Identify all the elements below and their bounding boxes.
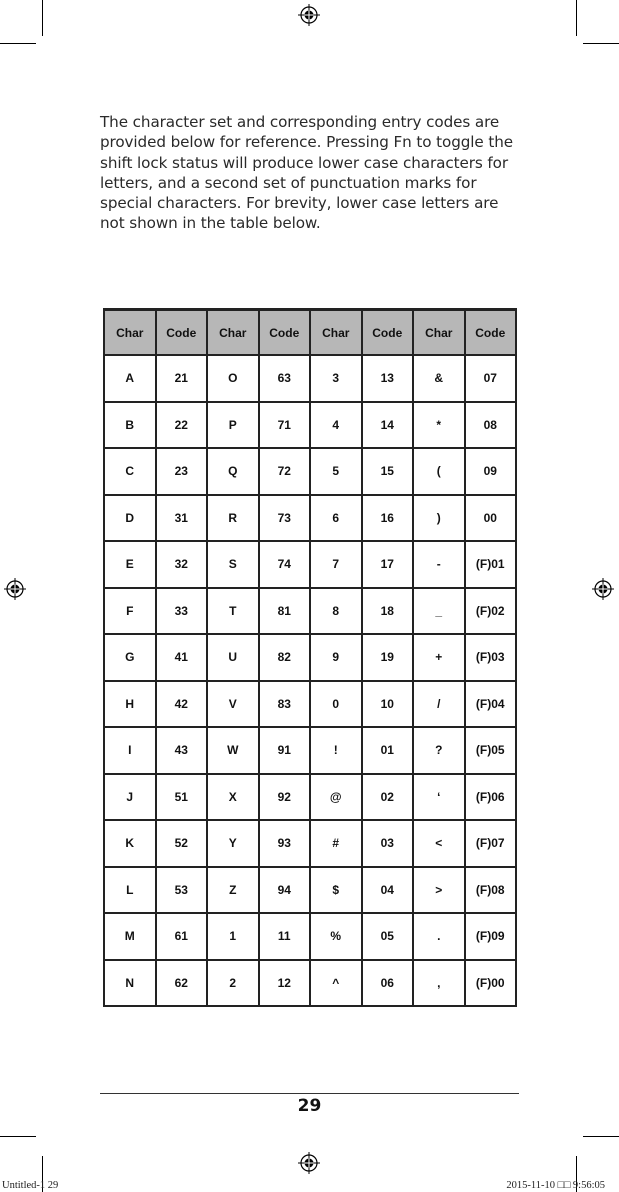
code-cell: 32 — [156, 541, 208, 588]
column-header: Code — [362, 310, 414, 356]
char-cell: J — [104, 774, 156, 821]
print-slug-left: Untitled-1 29 — [2, 1180, 59, 1191]
char-cell: L — [104, 867, 156, 914]
char-cell: / — [413, 681, 465, 728]
char-cell: ? — [413, 727, 465, 774]
code-cell: 03 — [362, 820, 414, 867]
code-cell: 91 — [259, 727, 311, 774]
char-cell: F — [104, 588, 156, 635]
code-cell: 74 — [259, 541, 311, 588]
table-row — [104, 448, 516, 495]
code-cell: 72 — [259, 448, 311, 495]
column-header: Char — [104, 310, 156, 356]
char-cell: 3 — [310, 355, 362, 402]
code-cell: (F)08 — [465, 867, 517, 914]
table-row — [104, 867, 516, 914]
code-cell: (F)03 — [465, 634, 517, 681]
char-cell: ! — [310, 727, 362, 774]
code-cell: 82 — [259, 634, 311, 681]
code-cell: 53 — [156, 867, 208, 914]
char-cell: M — [104, 913, 156, 960]
char-cell: R — [207, 495, 259, 542]
char-cell: 9 — [310, 634, 362, 681]
code-cell: 15 — [362, 448, 414, 495]
code-cell: 81 — [259, 588, 311, 635]
code-cell: 12 — [259, 960, 311, 1007]
code-cell: 42 — [156, 681, 208, 728]
char-cell: - — [413, 541, 465, 588]
char-cell: D — [104, 495, 156, 542]
code-cell: 17 — [362, 541, 414, 588]
code-cell: 61 — [156, 913, 208, 960]
print-slug-right: 2015-11-10 □□ 9:56:05 — [506, 1180, 605, 1191]
char-cell: N — [104, 960, 156, 1007]
char-cell: 5 — [310, 448, 362, 495]
code-cell: (F)07 — [465, 820, 517, 867]
table-row — [104, 727, 516, 774]
code-cell: 43 — [156, 727, 208, 774]
char-cell: W — [207, 727, 259, 774]
char-cell: ) — [413, 495, 465, 542]
code-cell: 08 — [465, 402, 517, 449]
code-cell: 07 — [465, 355, 517, 402]
char-cell: K — [104, 820, 156, 867]
page-number: 29 — [297, 1096, 322, 1116]
code-cell: (F)05 — [465, 727, 517, 774]
table-row — [104, 495, 516, 542]
char-cell: < — [413, 820, 465, 867]
table-row — [104, 541, 516, 588]
crop-mark — [583, 43, 619, 44]
char-cell: , — [413, 960, 465, 1007]
code-cell: 18 — [362, 588, 414, 635]
char-cell: G — [104, 634, 156, 681]
char-cell: Q — [207, 448, 259, 495]
code-cell: 05 — [362, 913, 414, 960]
code-cell: 41 — [156, 634, 208, 681]
code-cell: 10 — [362, 681, 414, 728]
table-row — [104, 960, 516, 1007]
registration-mark-icon — [4, 578, 26, 600]
crop-mark — [42, 0, 43, 36]
table-row — [104, 634, 516, 681]
char-cell: P — [207, 402, 259, 449]
registration-mark-icon — [592, 578, 614, 600]
code-cell: 31 — [156, 495, 208, 542]
code-cell: 83 — [259, 681, 311, 728]
code-cell: 11 — [259, 913, 311, 960]
table-row — [104, 402, 516, 449]
code-cell: 94 — [259, 867, 311, 914]
char-cell: U — [207, 634, 259, 681]
column-header: Code — [259, 310, 311, 356]
char-cell: H — [104, 681, 156, 728]
column-header: Char — [413, 310, 465, 356]
table-row — [104, 913, 516, 960]
code-cell: 93 — [259, 820, 311, 867]
char-cell: * — [413, 402, 465, 449]
char-cell: _ — [413, 588, 465, 635]
code-cell: 92 — [259, 774, 311, 821]
char-cell: V — [207, 681, 259, 728]
code-cell: 14 — [362, 402, 414, 449]
char-cell: 8 — [310, 588, 362, 635]
crop-mark — [576, 0, 577, 36]
column-header: Code — [156, 310, 208, 356]
char-cell: $ — [310, 867, 362, 914]
char-cell: B — [104, 402, 156, 449]
char-cell: 6 — [310, 495, 362, 542]
char-cell: T — [207, 588, 259, 635]
char-cell: S — [207, 541, 259, 588]
code-cell: 23 — [156, 448, 208, 495]
intro-paragraph: The character set and corresponding entry codes are provided below for reference. Pressing Fn to toggle the shift lock status will produce lower case characters for letters, and a second set of punctuation marks for special characters. For brevity, lower case letters are not shown in the table below. — [100, 113, 514, 233]
table-row — [104, 355, 516, 402]
char-cell: . — [413, 913, 465, 960]
code-cell: 06 — [362, 960, 414, 1007]
char-cell: E — [104, 541, 156, 588]
table-row — [104, 588, 516, 635]
char-cell: > — [413, 867, 465, 914]
code-cell: 62 — [156, 960, 208, 1007]
code-cell: 04 — [362, 867, 414, 914]
registration-mark-icon — [298, 4, 320, 26]
code-cell: (F)06 — [465, 774, 517, 821]
char-cell: C — [104, 448, 156, 495]
char-cell: X — [207, 774, 259, 821]
code-cell: 02 — [362, 774, 414, 821]
char-cell: Y — [207, 820, 259, 867]
code-cell: 21 — [156, 355, 208, 402]
char-cell: A — [104, 355, 156, 402]
char-cell: Z — [207, 867, 259, 914]
table-row — [104, 820, 516, 867]
code-cell: 71 — [259, 402, 311, 449]
char-cell: 0 — [310, 681, 362, 728]
column-header: Char — [310, 310, 362, 356]
code-cell: (F)00 — [465, 960, 517, 1007]
code-cell: 63 — [259, 355, 311, 402]
crop-mark — [0, 1136, 36, 1137]
code-cell: 73 — [259, 495, 311, 542]
code-cell: 51 — [156, 774, 208, 821]
char-cell: 7 — [310, 541, 362, 588]
code-cell: 00 — [465, 495, 517, 542]
char-cell: @ — [310, 774, 362, 821]
char-cell: 2 — [207, 960, 259, 1007]
footer-rule — [100, 1093, 519, 1094]
code-cell: 33 — [156, 588, 208, 635]
crop-mark — [0, 43, 36, 44]
char-cell: % — [310, 913, 362, 960]
char-cell: 4 — [310, 402, 362, 449]
registration-mark-icon — [298, 1152, 320, 1174]
code-cell: 01 — [362, 727, 414, 774]
column-header: Char — [207, 310, 259, 356]
code-cell: 52 — [156, 820, 208, 867]
code-cell: 22 — [156, 402, 208, 449]
crop-mark — [583, 1136, 619, 1137]
code-cell: (F)09 — [465, 913, 517, 960]
char-cell: & — [413, 355, 465, 402]
code-cell: 19 — [362, 634, 414, 681]
code-cell: 09 — [465, 448, 517, 495]
table-row — [104, 774, 516, 821]
table-header-row — [104, 310, 516, 356]
char-cell: + — [413, 634, 465, 681]
code-cell: 16 — [362, 495, 414, 542]
char-cell: 1 — [207, 913, 259, 960]
code-cell: (F)02 — [465, 588, 517, 635]
table-body — [104, 355, 516, 1006]
char-cell: I — [104, 727, 156, 774]
char-cell: ‘ — [413, 774, 465, 821]
char-cell: ( — [413, 448, 465, 495]
char-cell: ^ — [310, 960, 362, 1007]
table-row — [104, 681, 516, 728]
char-cell: O — [207, 355, 259, 402]
character-code-table — [103, 308, 517, 1007]
char-cell: # — [310, 820, 362, 867]
code-cell: 13 — [362, 355, 414, 402]
column-header: Code — [465, 310, 517, 356]
code-cell: (F)04 — [465, 681, 517, 728]
code-cell: (F)01 — [465, 541, 517, 588]
